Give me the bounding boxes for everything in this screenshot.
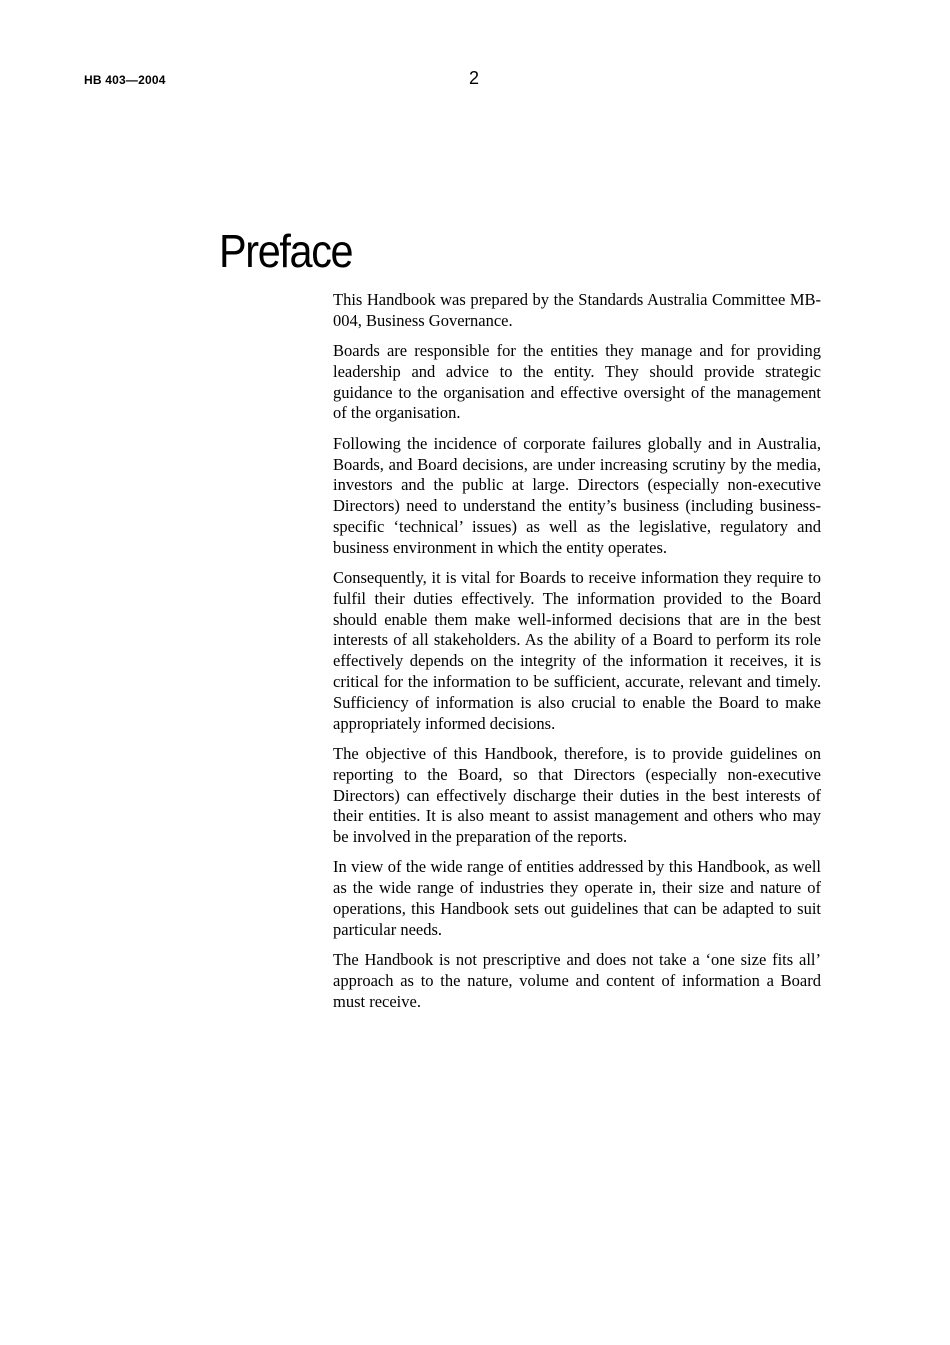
paragraph: Following the incidence of corporate failures globally and in Australia, Boards, and Board decisions, are under increasing scrutiny by the media, investors and the public at large. Directors (especially non-executive Directors) need to understand the entity’s business (including business-specific ‘technical’ issues) as well as the legislative, regulatory and business environment in which the entity operates. bbox=[333, 433, 821, 557]
paragraph: Consequently, it is vital for Boards to receive information they require to fulfil their duties effectively. The information provided to the Board should enable them make well-informed decisions that are in the best interests of all stakeholders. As the ability of a Board to perform its role effectively depends on the integrity of the information it receives, it is critical for the information to be sufficient, accurate, relevant and timely. Sufficiency of information is also crucial to enable the Board to make appropriately informed decisions. bbox=[333, 568, 821, 733]
paragraph: In view of the wide range of entities addressed by this Handbook, as well as the wide range of industries they operate in, their size and nature of operations, this Handbook sets out guidelines that can be adapted to suit particular needs. bbox=[333, 857, 821, 939]
page-number: 2 bbox=[469, 68, 480, 88]
document-code: HB 403—2004 bbox=[84, 73, 166, 87]
paragraph: This Handbook was prepared by the Standards Australia Committee MB-004, Business Governance. bbox=[333, 290, 821, 330]
paragraph: Boards are responsible for the entities they manage and for providing leadership and advice to the entity. They should provide strategic guidance to the organisation and effective oversight of the management of the organisation. bbox=[333, 341, 821, 423]
preface-body bbox=[333, 290, 821, 1022]
paragraph: The objective of this Handbook, therefore, is to provide guidelines on reporting to the Board, so that Directors (especially non-executive Directors) can effectively discharge their duties in the best interests of their entities. It is also meant to assist management and others who may be involved in the preparation of the reports. bbox=[333, 743, 821, 847]
paragraph: The Handbook is not prescriptive and does not take a ‘one size fits all’ approach as to the nature, volume and content of information a Board must receive. bbox=[333, 950, 821, 1011]
page-title: Preface bbox=[219, 225, 353, 277]
